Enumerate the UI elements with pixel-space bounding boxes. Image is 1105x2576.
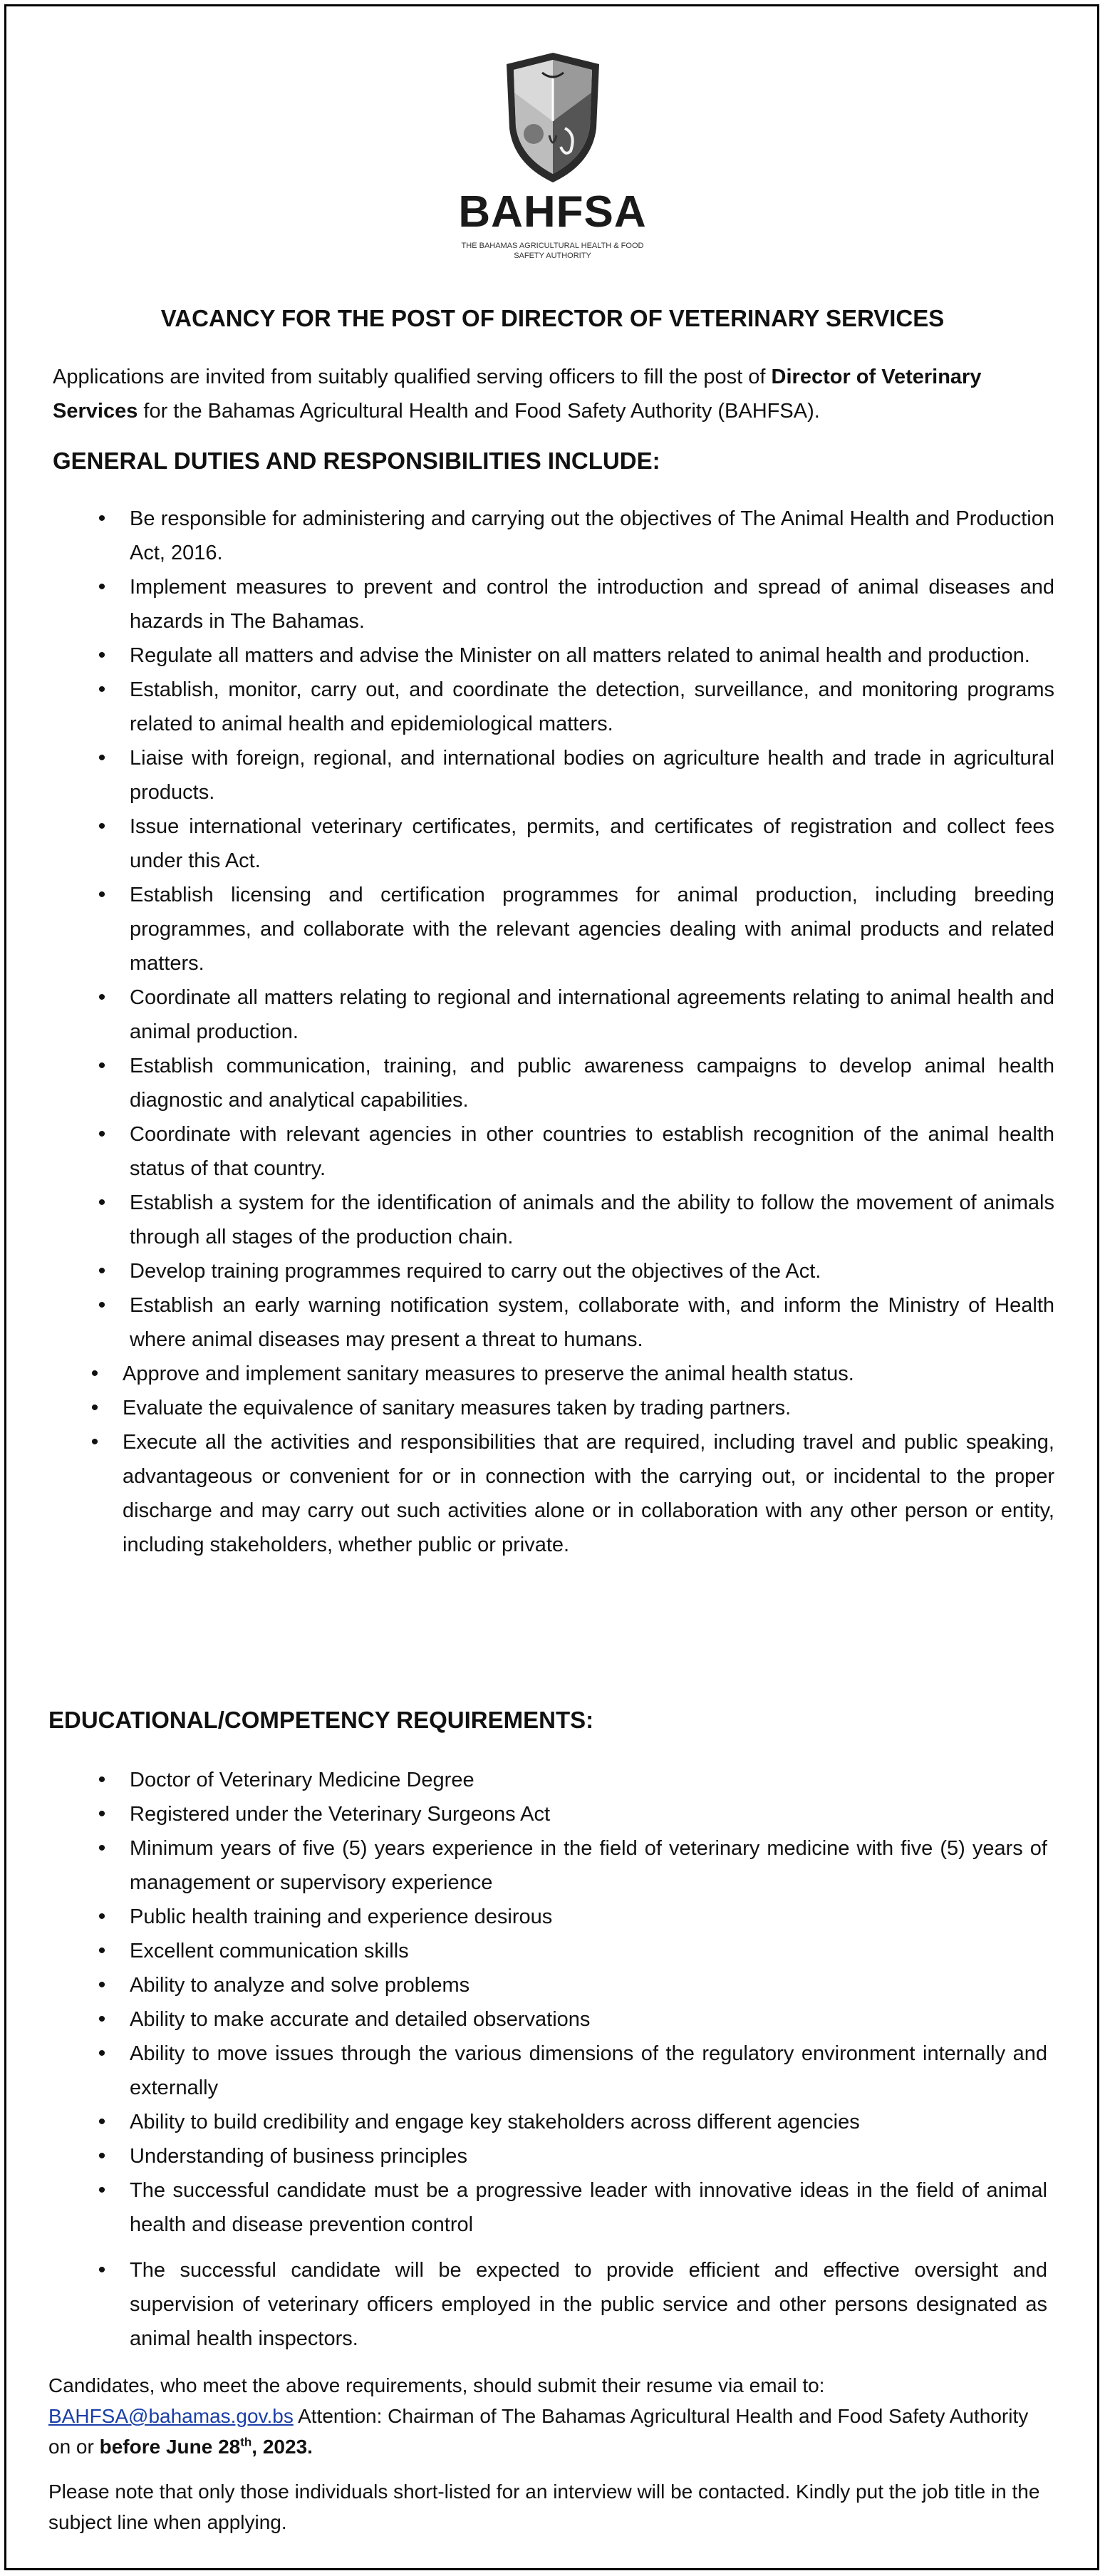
shortlist-note: Please note that only those individuals short-listed for an interview will be contacted. Kindly put the job title in the subject line when applying. (48, 2481, 1040, 2533)
intro-paragraph (53, 360, 1050, 428)
duty-item: • Establish communication, training, and public awareness campaigns to develop animal health diagnostic and analytical capabilities. (91, 1049, 1054, 1117)
bullet-icon: • (98, 814, 106, 838)
bullet-icon: • (98, 883, 106, 906)
bullet-icon: • (98, 2042, 106, 2065)
intro-post: Director of Veterinary Services (53, 366, 982, 423)
requirement-item: • Understanding of business principles (91, 2139, 1047, 2173)
application-instructions (48, 2370, 1046, 2462)
bullet-icon: • (98, 1802, 106, 1826)
duty-item: • Coordinate all matters relating to regional and international agreements relating to animal health and animal production. (91, 981, 1054, 1049)
intro-part2: for the Bahamas Agricultural Health and Food Safety Authority (BAHFSA). (138, 400, 820, 423)
duty-item: • Approve and implement sanitary measures to preserve the animal health status. (84, 1357, 1054, 1391)
duty-item: • Establish a system for the identification of animals and the ability to follow the movement of animals through all stages of the production chain. (91, 1186, 1054, 1254)
duty-item: • Issue international veterinary certificates, permits, and certificates of registration and collect fees under this Act. (91, 809, 1054, 878)
bullet-icon: • (98, 1191, 106, 1214)
vacancy-title: VACANCY FOR THE POST OF DIRECTOR OF VETERINARY SERVICES (160, 305, 945, 331)
bullet-icon: • (90, 1362, 99, 1385)
requirements-heading: EDUCATIONAL/COMPETENCY REQUIREMENTS: (48, 1707, 594, 1733)
bullet-icon: • (90, 1396, 99, 1419)
bullet-icon: • (98, 1768, 106, 1791)
duty-item: • Implement measures to prevent and control the introduction and spread of animal diseases and hazards in The Bahamas. (91, 570, 1054, 638)
requirement-item: • Ability to analyze and solve problems (91, 1968, 1047, 2002)
org-full-name-line2: SAFETY AUTHORITY (514, 252, 591, 260)
requirement-item: • The successful candidate will be expected to provide efficient and effective oversight and supervision of veterinary officers employed in the public service and other persons designated as animal health inspectors. (91, 2253, 1047, 2356)
bullet-icon: • (98, 2178, 106, 2202)
bullet-icon: • (98, 2258, 106, 2282)
intro-part1: Applications are invited from suitably qualified serving officers to fill the post of (53, 366, 772, 388)
duty-item: • Coordinate with relevant agencies in other countries to establish recognition of the animal health status of that country. (91, 1117, 1054, 1186)
bullet-icon: • (90, 1430, 99, 1454)
requirements-list (91, 1763, 1047, 2356)
email-link[interactable]: BAHFSA@bahamas.gov.bs (48, 2405, 294, 2427)
bullet-icon: • (98, 575, 106, 599)
duty-item: • Execute all the activities and responsibilities that are required, including travel and public speaking, advantageous or convenient for or in connection with the carrying out, or incidental to the proper discharge and may carry out such activities alone or in collaboration with any other person or entity, including stakeholders, whether public or private. (84, 1425, 1054, 1562)
org-acronym: BAHFSA (458, 187, 647, 237)
bullet-icon: • (98, 986, 106, 1009)
requirement-item: • Public health training and experience desirous (91, 1900, 1047, 1934)
duty-item: • Establish, monitor, carry out, and coordinate the detection, surveillance, and monitoring programs related to animal health and epidemiological matters. (91, 673, 1054, 741)
bullet-icon: • (98, 1939, 106, 1962)
requirement-item: • The successful candidate must be a progressive leader with innovative ideas in the field of animal health and disease prevention control (91, 2173, 1047, 2242)
duty-item: • Regulate all matters and advise the Minister on all matters related to animal health and production. (91, 638, 1054, 673)
bullet-icon: • (98, 1836, 106, 1860)
bullet-icon: • (98, 2110, 106, 2133)
duty-item: • Liaise with foreign, regional, and international bodies on agriculture health and trade in agricultural products. (91, 741, 1054, 809)
requirement-item: • Ability to move issues through the various dimensions of the regulatory environment internally and externally (91, 2037, 1047, 2105)
bullet-icon: • (98, 746, 106, 770)
requirement-item: • Doctor of Veterinary Medicine Degree (91, 1763, 1047, 1797)
application-attention: Attention: Chairman of The Bahamas Agricultural Health and Food Safety Authority on or (48, 2405, 1029, 2458)
bullet-icon: • (98, 507, 106, 530)
bullet-icon: • (98, 2007, 106, 2031)
requirement-item: • Ability to make accurate and detailed observations (91, 2002, 1047, 2037)
application-line1: Candidates, who meet the above requirements, should submit their resume via email to: (48, 2374, 825, 2396)
logo (0, 50, 1105, 185)
org-full-name-line1: THE BAHAMAS AGRICULTURAL HEALTH & FOOD (461, 242, 644, 250)
bahfsa-crest-icon (499, 50, 606, 185)
duties-heading: GENERAL DUTIES AND RESPONSIBILITIES INCLUDE: (53, 448, 660, 474)
duty-item: • Evaluate the equivalence of sanitary measures taken by trading partners. (84, 1391, 1054, 1425)
bullet-icon: • (98, 1259, 106, 1283)
bullet-icon: • (98, 643, 106, 667)
duty-item: • Develop training programmes required to carry out the objectives of the Act. (91, 1254, 1054, 1288)
duty-item: • Be responsible for administering and carrying out the objectives of The Animal Health and Production Act, 2016. (91, 502, 1054, 570)
requirement-item: • Excellent communication skills (91, 1934, 1047, 1968)
bullet-icon: • (98, 1054, 106, 1077)
bullet-icon: • (98, 678, 106, 701)
requirement-item: • Ability to build credibility and engage key stakeholders across different agencies (91, 2105, 1047, 2139)
duties-list (91, 502, 1054, 1562)
requirement-item: • Registered under the Veterinary Surgeons Act (91, 1797, 1047, 1831)
application-deadline: before June 28th, 2023. (99, 2435, 313, 2458)
requirement-item: • Minimum years of five (5) years experience in the field of veterinary medicine with five (5) years of management or supervisory experience (91, 1831, 1047, 1900)
bullet-icon: • (98, 1905, 106, 1928)
duty-item: • Establish licensing and certification programmes for animal production, including breeding programmes, and collaborate with the relevant agencies dealing with animal products and related matters. (91, 878, 1054, 981)
bullet-icon: • (98, 2144, 106, 2168)
duty-item: • Establish an early warning notification system, collaborate with, and inform the Ministry of Health where animal diseases may present a threat to humans. (91, 1288, 1054, 1357)
bullet-icon: • (98, 1122, 106, 1146)
bullet-icon: • (98, 1973, 106, 1997)
bullet-icon: • (98, 1293, 106, 1317)
org-full-name (0, 241, 1105, 261)
